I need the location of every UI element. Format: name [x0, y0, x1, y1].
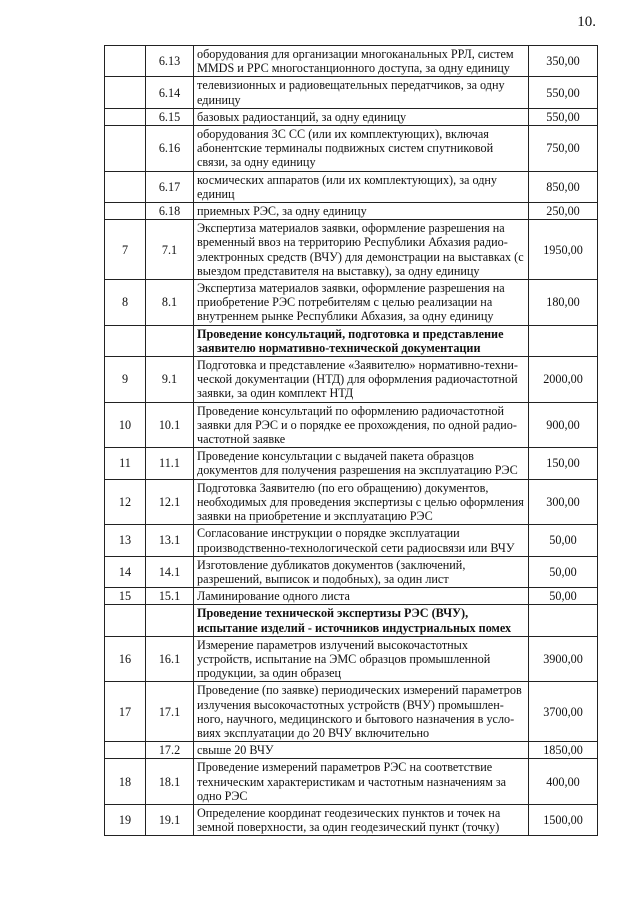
subitem-number: 6.18: [146, 203, 194, 220]
page-number: 10.: [577, 14, 596, 30]
subitem-number: [146, 605, 194, 636]
price: 550,00: [529, 77, 598, 108]
subitem-number: 13.1: [146, 525, 194, 556]
price: 50,00: [529, 588, 598, 605]
price: 550,00: [529, 108, 598, 125]
table-row: [105, 804, 598, 835]
item-number: 19: [105, 804, 146, 835]
section-heading-row: [105, 605, 598, 636]
service-description: Ламинирование одного листа: [194, 588, 529, 605]
service-description: Подготовка и представление «Заявителю» нормативно-техни-ческой документации (НТД) для оформления радиочастотной заявки, за один комплект НТД: [194, 357, 529, 403]
subitem-number: 14.1: [146, 556, 194, 587]
service-description: телевизионных и радиовещательных передатчиков, за одну единицу: [194, 77, 529, 108]
table-row: [105, 203, 598, 220]
service-description: Определение координат геодезических пунктов и точек на земной поверхности, за один геодезический пункт (точку): [194, 804, 529, 835]
service-description: базовых радиостанций, за одну единицу: [194, 108, 529, 125]
section-heading: Проведение консультаций, подготовка и представление заявителю нормативно-технической документации: [194, 325, 529, 356]
subitem-number: 11.1: [146, 448, 194, 479]
item-number: [105, 171, 146, 202]
table-row: [105, 357, 598, 403]
subitem-number: 19.1: [146, 804, 194, 835]
table-row: [105, 556, 598, 587]
subitem-number: 6.13: [146, 46, 194, 77]
item-number: 17: [105, 682, 146, 742]
service-description: приемных РЭС, за одну единицу: [194, 203, 529, 220]
service-description: Проведение консультаций по оформлению радиочастотной заявки для РЭС и о порядке ее прохождения, по одной радио-частотной заявке: [194, 402, 529, 448]
service-description: Проведение (по заявке) периодических измерений параметров излучения высокочастотных устройств (ВЧУ) промышлен-ного, научного, медицинского и бытового назначения в усло-виях эксплуатации до 20 ВЧУ включительно: [194, 682, 529, 742]
table-row: [105, 46, 598, 77]
service-description: Измерение параметров излучений высокочастотных устройств, испытание на ЭМС образцов промышленной продукции, за один образец: [194, 636, 529, 682]
price: 180,00: [529, 280, 598, 326]
price: 1850,00: [529, 742, 598, 759]
table-row: [105, 759, 598, 805]
service-description: космических аппаратов (или их комплектующих), за одну единиц: [194, 171, 529, 202]
subitem-number: 17.2: [146, 742, 194, 759]
table-row: [105, 77, 598, 108]
subitem-number: 18.1: [146, 759, 194, 805]
table-row: [105, 636, 598, 682]
item-number: 16: [105, 636, 146, 682]
subitem-number: 16.1: [146, 636, 194, 682]
price: 300,00: [529, 479, 598, 525]
item-number: [105, 742, 146, 759]
price: 850,00: [529, 171, 598, 202]
section-heading-row: [105, 325, 598, 356]
service-description: Изготовление дубликатов документов (заключений, разрешений, выписок и подобных), за один лист: [194, 556, 529, 587]
table-row: [105, 588, 598, 605]
subitem-number: 8.1: [146, 280, 194, 326]
table-row: [105, 220, 598, 280]
item-number: [105, 325, 146, 356]
price: 250,00: [529, 203, 598, 220]
table-row: [105, 448, 598, 479]
item-number: 15: [105, 588, 146, 605]
price: 3700,00: [529, 682, 598, 742]
price: [529, 325, 598, 356]
price: 750,00: [529, 126, 598, 172]
item-number: [105, 108, 146, 125]
price: 2000,00: [529, 357, 598, 403]
service-description: Согласование инструкции о порядке эксплуатации производственно-технологической сети радиосвязи или ВЧУ: [194, 525, 529, 556]
table-row: [105, 171, 598, 202]
price: 350,00: [529, 46, 598, 77]
price: 50,00: [529, 556, 598, 587]
subitem-number: 10.1: [146, 402, 194, 448]
service-description: Проведение консультации с выдачей пакета образцов документов для получения разрешения на эксплуатацию РЭС: [194, 448, 529, 479]
item-number: 10: [105, 402, 146, 448]
item-number: 8: [105, 280, 146, 326]
subitem-number: 12.1: [146, 479, 194, 525]
service-description: Проведение измерений параметров РЭС на соответствие техническим характеристикам и частотным назначениям за одно РЭС: [194, 759, 529, 805]
section-heading: Проведение технической экспертизы РЭС (ВЧУ), испытание изделий - источников индустриальных помех: [194, 605, 529, 636]
service-description: Экспертиза материалов заявки, оформление разрешения на временный ввоз на территорию Республики Абхазия радио-электронных средств (ВЧУ) для демонстрации на выставках (с выездом представителя на выставку), за одну единицу: [194, 220, 529, 280]
item-number: 13: [105, 525, 146, 556]
price: 3900,00: [529, 636, 598, 682]
service-description: оборудования для организации многоканальных РРЛ, систем MMDS и РРС многостанционного доступа, за одну единицу: [194, 46, 529, 77]
item-number: [105, 77, 146, 108]
price: 50,00: [529, 525, 598, 556]
fee-table-body: [105, 46, 598, 836]
price: 900,00: [529, 402, 598, 448]
item-number: 14: [105, 556, 146, 587]
item-number: 18: [105, 759, 146, 805]
service-description: Подготовка Заявителю (по его обращению) документов, необходимых для проведения экспертизы с целью оформления заявки на приобретение и эксплуатацию РЭС: [194, 479, 529, 525]
subitem-number: 7.1: [146, 220, 194, 280]
item-number: [105, 126, 146, 172]
table-row: [105, 525, 598, 556]
price: 1950,00: [529, 220, 598, 280]
fee-table: [104, 45, 598, 836]
item-number: 11: [105, 448, 146, 479]
item-number: 12: [105, 479, 146, 525]
item-number: 7: [105, 220, 146, 280]
service-description: оборудования ЗС СС (или их комплектующих), включая абонентские терминалы подвижных систем спутниковой связи, за одну единицу: [194, 126, 529, 172]
price: 400,00: [529, 759, 598, 805]
service-description: свыше 20 ВЧУ: [194, 742, 529, 759]
table-row: [105, 280, 598, 326]
table-row: [105, 479, 598, 525]
subitem-number: 6.16: [146, 126, 194, 172]
subitem-number: 6.15: [146, 108, 194, 125]
table-row: [105, 682, 598, 742]
price: 150,00: [529, 448, 598, 479]
subitem-number: [146, 325, 194, 356]
item-number: [105, 46, 146, 77]
subitem-number: 15.1: [146, 588, 194, 605]
item-number: [105, 605, 146, 636]
subitem-number: 9.1: [146, 357, 194, 403]
table-row: [105, 402, 598, 448]
subitem-number: 6.17: [146, 171, 194, 202]
service-description: Экспертиза материалов заявки, оформление разрешения на приобретение РЭС потребителям с целью реализации на внутреннем рынке Республики Абхазия, за одну единицу: [194, 280, 529, 326]
item-number: [105, 203, 146, 220]
price: 1500,00: [529, 804, 598, 835]
table-row: [105, 742, 598, 759]
price: [529, 605, 598, 636]
subitem-number: 17.1: [146, 682, 194, 742]
table-row: [105, 108, 598, 125]
item-number: 9: [105, 357, 146, 403]
table-row: [105, 126, 598, 172]
subitem-number: 6.14: [146, 77, 194, 108]
